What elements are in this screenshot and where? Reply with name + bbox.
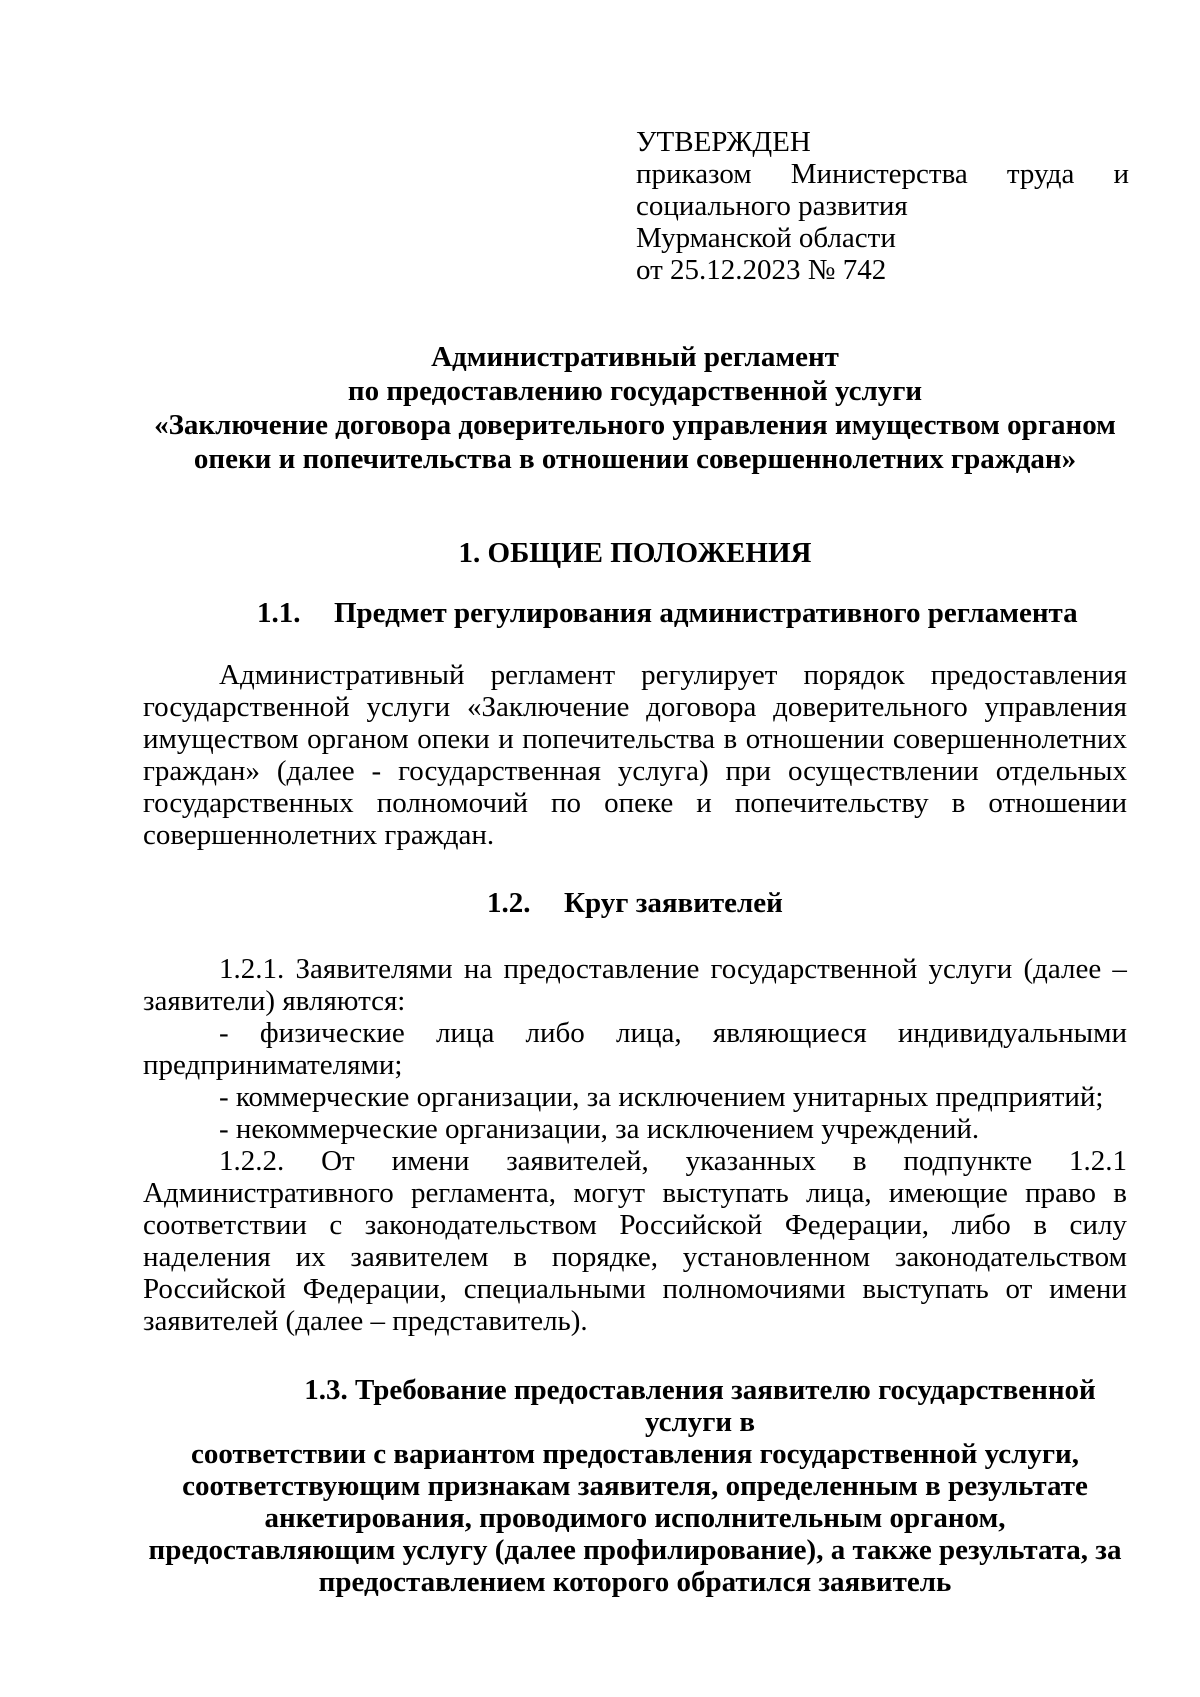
- word: предоставления: [930, 659, 1127, 691]
- word: лица,: [805, 1177, 872, 1209]
- title-line: опеки и попечительства в отношении совершеннолетних граждан»: [193, 443, 1077, 475]
- word: и: [696, 787, 712, 819]
- word: в: [951, 787, 966, 819]
- heading-line: предоставлением которого обратился заявитель: [318, 1566, 952, 1598]
- word: государственных: [143, 787, 354, 819]
- word: доверительного: [773, 691, 968, 723]
- word: в: [1113, 1177, 1127, 1209]
- word: услуги: [928, 953, 1013, 985]
- word: от: [1005, 1273, 1033, 1305]
- text-line: заявители) являются:: [143, 985, 406, 1017]
- text-line: [143, 1177, 1127, 1209]
- word: при: [725, 755, 772, 787]
- word: совершеннолетних: [892, 723, 1127, 755]
- word: государственная: [398, 755, 601, 787]
- title-line: по предоставлению государственной услуги: [347, 375, 923, 407]
- word: законодательством: [364, 1209, 597, 1241]
- subsection-title: Круг заявителей: [564, 887, 783, 919]
- word: отношении: [745, 723, 885, 755]
- text-line: [143, 953, 1127, 985]
- approval-order-line: [636, 158, 1129, 190]
- word: «Заключение: [466, 691, 630, 723]
- heading-line: предоставляющим услугу (далее профилирование), а также результата, за: [148, 1534, 1122, 1566]
- heading-line: 1.3. Требование предоставления заявителю государственной услуги в: [304, 1374, 1096, 1438]
- word: регламента,: [410, 1177, 556, 1209]
- approval-region: Мурманской области: [636, 222, 896, 254]
- text-line: [143, 723, 1127, 755]
- word: и: [1113, 158, 1129, 190]
- word: полномочий: [376, 787, 528, 819]
- word: заявителей,: [506, 1145, 649, 1177]
- word: договора: [646, 691, 757, 723]
- word: могут: [573, 1177, 646, 1209]
- word: порядке,: [551, 1241, 658, 1273]
- word: в: [852, 1145, 867, 1177]
- text-line: [143, 1241, 1127, 1273]
- word: -: [371, 755, 382, 787]
- word: индивидуальными: [897, 1017, 1127, 1049]
- word: заявителем: [350, 1241, 489, 1273]
- subsection-number: 1.2.: [487, 887, 531, 919]
- text-line: [143, 659, 1127, 691]
- word: органом: [307, 723, 409, 755]
- word: управления: [984, 691, 1127, 723]
- word: подпункте: [903, 1145, 1033, 1177]
- word: специальными: [463, 1273, 646, 1305]
- word: силу: [1069, 1209, 1127, 1241]
- heading-line: соответствии с вариантом предоставления государственной услуги,: [190, 1438, 1079, 1470]
- word: Административного: [143, 1177, 394, 1209]
- word: приказом: [636, 158, 752, 190]
- text-line: - коммерческие организации, за исключением унитарных предприятий;: [219, 1081, 1104, 1113]
- word: попечительства: [522, 723, 716, 755]
- text-line: [143, 691, 1127, 723]
- subsection-heading-1-1: [257, 597, 1078, 630]
- word: выступать: [862, 1273, 989, 1305]
- word: либо: [525, 1017, 585, 1049]
- word: Российской: [143, 1273, 286, 1305]
- subsection-number: 1.1.: [257, 597, 301, 629]
- word: услуги: [366, 691, 451, 723]
- heading-line: анкетирования, проводимого исполнительным органом,: [264, 1502, 1006, 1534]
- text-line: - некоммерческие организации, за исключением учреждений.: [219, 1113, 980, 1145]
- word: государственной: [710, 953, 918, 985]
- text-line: [143, 1145, 1127, 1177]
- text-line: заявителей (далее – представитель).: [143, 1305, 588, 1337]
- title-line: «Заключение договора доверительного управления имуществом органом: [154, 409, 1116, 441]
- section-heading-general: 1. ОБЩИЕ ПОЛОЖЕНИЯ: [458, 537, 812, 569]
- word: Заявителями: [295, 953, 453, 985]
- word: имуществом: [143, 723, 299, 755]
- word: наделения: [143, 1241, 271, 1273]
- word: в: [513, 1241, 528, 1273]
- approval-status: УТВЕРЖДЕН: [636, 126, 811, 158]
- text-line: [143, 787, 1127, 819]
- text-line: [143, 755, 1127, 787]
- subsection-heading-1-3: [140, 1374, 1130, 1598]
- word: регламент: [490, 659, 616, 691]
- word: либо: [951, 1209, 1011, 1241]
- word: 1.2.1.: [219, 953, 285, 985]
- approval-date-number: от 25.12.2023 № 742: [636, 254, 887, 286]
- text-line: [143, 1273, 1127, 1305]
- text-line: предпринимателями;: [143, 1049, 403, 1081]
- word: 1.2.2.: [219, 1145, 285, 1177]
- word: –: [1112, 953, 1127, 985]
- word: выступать: [662, 1177, 789, 1209]
- word: (далее: [276, 755, 355, 787]
- word: физические: [259, 1017, 405, 1049]
- text-line: совершеннолетних граждан.: [143, 819, 495, 851]
- word: предоставление: [503, 953, 700, 985]
- word: в: [1033, 1209, 1048, 1241]
- word: От: [321, 1145, 355, 1177]
- word: Административный: [219, 659, 465, 691]
- word: на: [463, 953, 493, 985]
- heading-line: соответствующим признакам заявителя, определенным в результате: [182, 1470, 1088, 1502]
- word: указанных: [685, 1145, 816, 1177]
- word: лица,: [616, 1017, 682, 1049]
- paragraph-applicants: [143, 953, 1127, 1337]
- word: Министерства: [790, 158, 968, 190]
- word: имеющие: [888, 1177, 1008, 1209]
- word: опеки: [417, 723, 490, 755]
- word: опеке: [604, 787, 674, 819]
- word: их: [295, 1241, 326, 1273]
- word: услуга): [617, 755, 709, 787]
- title-line: Административный регламент: [431, 341, 839, 373]
- word: труда: [1006, 158, 1075, 190]
- word: -: [219, 1017, 229, 1049]
- word: регулирует: [641, 659, 778, 691]
- word: являющиеся: [712, 1017, 867, 1049]
- approval-block: [636, 126, 1129, 286]
- word: установленном: [682, 1241, 871, 1273]
- word: Федерации,: [784, 1209, 930, 1241]
- word: (далее: [1023, 953, 1102, 985]
- text-line: [143, 1209, 1127, 1241]
- paragraph-subject: [143, 659, 1127, 851]
- word: в: [723, 723, 738, 755]
- word: осуществлении: [787, 755, 979, 787]
- word: граждан»: [143, 755, 260, 787]
- word: Федерации,: [302, 1273, 447, 1305]
- word: государственной: [143, 691, 350, 723]
- word: отношении: [988, 787, 1127, 819]
- word: лица: [435, 1017, 495, 1049]
- word: Российской: [619, 1209, 763, 1241]
- word: попечительству: [734, 787, 929, 819]
- word: 1.2.1: [1068, 1145, 1127, 1177]
- subsection-heading-1-2: [487, 887, 783, 920]
- subsection-title: Предмет регулирования административного регламента: [334, 597, 1078, 629]
- text-line: [143, 1017, 1127, 1049]
- word: законодательством: [894, 1241, 1127, 1273]
- word: имени: [391, 1145, 470, 1177]
- approval-ministry: социального развития: [636, 190, 908, 222]
- word: порядок: [803, 659, 905, 691]
- document-title: [140, 340, 1130, 476]
- word: полномочиями: [662, 1273, 846, 1305]
- word: право: [1025, 1177, 1097, 1209]
- word: с: [329, 1209, 343, 1241]
- word: отдельных: [995, 755, 1127, 787]
- word: имени: [1049, 1273, 1127, 1305]
- word: по: [551, 787, 582, 819]
- word: и: [498, 723, 514, 755]
- word: соответствии: [143, 1209, 307, 1241]
